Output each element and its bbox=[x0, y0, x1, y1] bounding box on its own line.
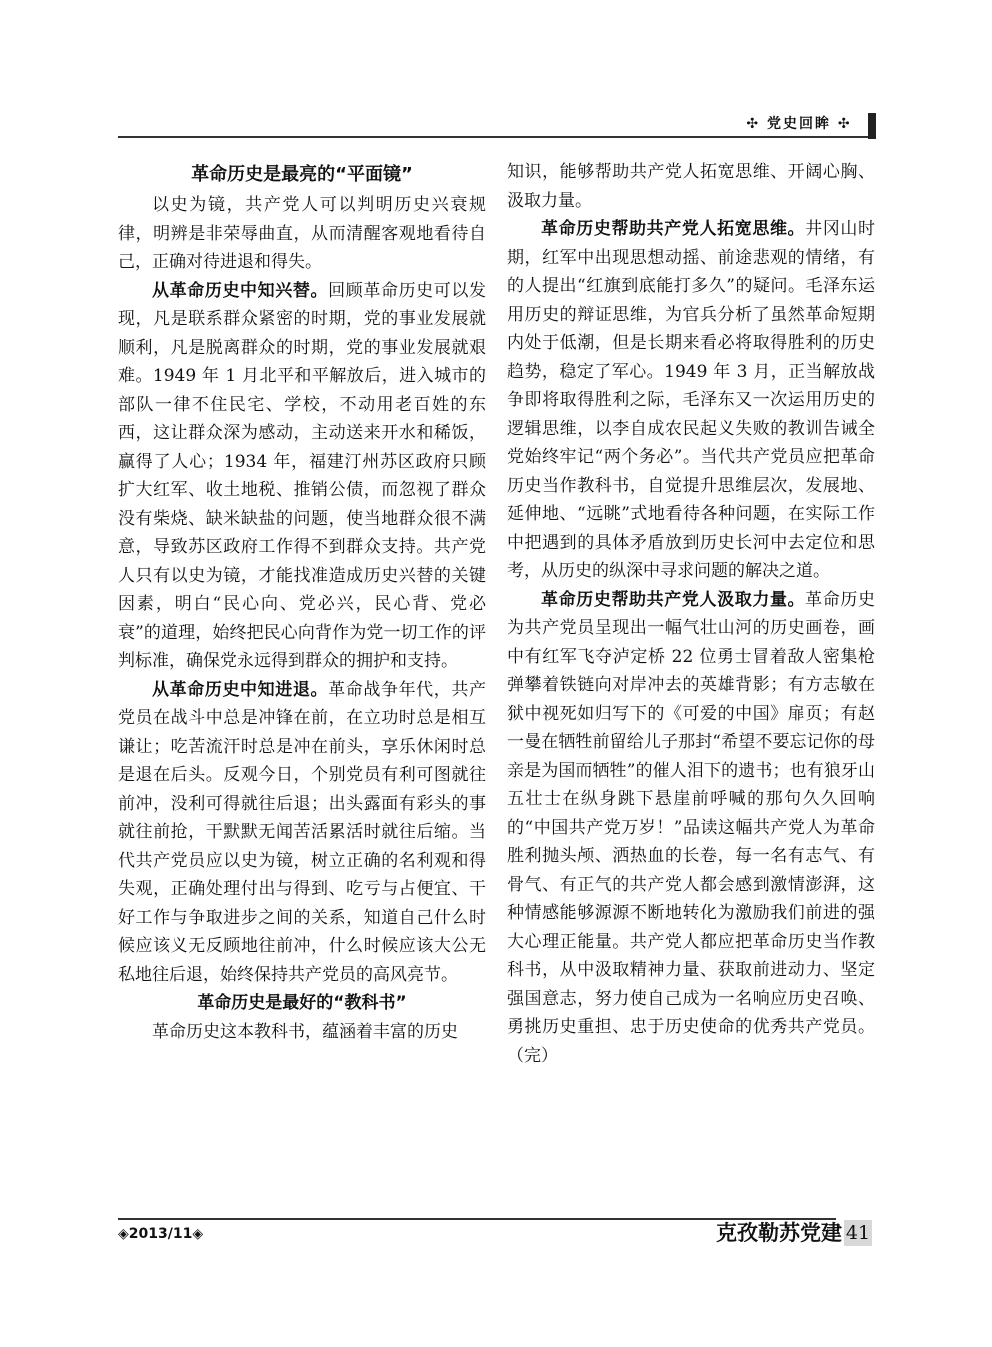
page-number: 41 bbox=[845, 1222, 871, 1244]
paragraph-lead: 从革命历史中知兴替。 bbox=[152, 280, 329, 301]
magazine-title: 克孜勒苏党建 bbox=[716, 1220, 842, 1245]
paragraph-textbook-start: 革命历史这本教科书，蕴涵着丰富的历史 bbox=[152, 1021, 458, 1042]
issue-date: ◈2013/11◈ bbox=[118, 1226, 204, 1242]
paragraph-siwei bbox=[507, 215, 875, 586]
left-column bbox=[118, 158, 486, 1046]
paragraph-lead: 革命历史帮助共产党人汲取力量。 bbox=[541, 589, 806, 610]
section-label: ✣ 党史回眸 ✣ bbox=[746, 116, 852, 132]
paragraph-body: 井冈山时期，红军中出现思想动摇、前途悲观的情绪，有的人提出“红旗到底能打多久”的疑问。毛泽东运用历史的辩证思维，为官兵分析了虽然革命短期内处于低潮，但是长期来看必将取得胜利的历史趋势，稳定了军心。1949 年 3 月，正当解放战争即将取得胜利之际，毛泽东又一次运用历史的逻辑思维，以李自成农民起义失败的教训告诫全党始终牢记“两个务必”。当代共产党员应把革命历史当作教科书，自觉提升思维层次，发展地、延伸地、“远眺”式地看待各种问题，在实际工作中把遇到的具体矛盾放到历史长河中去定位和思考，从历史的纵深中寻求问题的解决之道。 bbox=[507, 219, 876, 581]
paragraph-body: 革命历史为共产党员呈现出一幅气壮山河的历史画卷，画中有红军飞夺泸定桥 22 位勇士冒着敌人密集枪弹攀着铁链向对岸冲去的英雄背影；有方志敏在狱中视死如归写下的《可爱的中国》扉页；有赵一曼在牺牲前留给儿子那封“希望不要忘记你的母亲是为国而牺牲”的催人泪下的遗书；也有狼牙山五壮士在纵身跳下悬崖前呼喊的那句久久回响的“中国共产党万岁！”品读这幅共产党人为革命胜利抛头颅、洒热血的长卷，每一名有志气、有骨气、有正气的共产党人都会感到激情澎湃，这种情感能够源源不断地转化为激励我们前进的强大心理正能量。共产党人都应把革命历史当作教科书，从中汲取精神力量、获取前进动力、坚定强国意志，努力使自己成为一名响应历史召唤、勇挑历史重担、忠于历史使命的优秀共产党员。（完） bbox=[507, 589, 876, 1066]
paragraph-lead: 从革命历史中知进退。 bbox=[152, 679, 329, 700]
paragraph-textbook-cont: 知识，能够帮助共产党人拓宽思维、开阔心胸、汲取力量。 bbox=[507, 162, 875, 211]
header-rule bbox=[118, 136, 868, 138]
section-subtitle: 革命历史是最好的“教科书” bbox=[197, 993, 407, 1013]
intro-paragraph: 以史为镜，共产党人可以判明历史兴衰规律，明辨是非荣辱曲直，从而清醒客观地看待自己，正确对待进退和得失。 bbox=[118, 195, 486, 272]
header-bar bbox=[868, 113, 876, 139]
paragraph-body: 革命战争年代，共产党员在战斗中总是冲锋在前，在立功时总是相互谦让；吃苦流汗时总是冲在前头，享乐休闲时总是退在后头。反观今日，个别党员有利可图就往前冲，没利可得就往后退；出头露面有彩头的事就往前抢，干默默无闻苦活累活时就往后缩。当代共产党员应以史为镜，树立正确的名利观和得失观，正确处理付出与得到、吃亏与占便宜、干好工作与争取进步之间的关系，知道自己什么时候应该义无反顾地往前冲，什么时候应该大公无私地往后退，始终保持共产党员的高风亮节。 bbox=[118, 679, 487, 985]
paragraph-jintui bbox=[118, 676, 486, 990]
paragraph-liliang bbox=[507, 586, 875, 1071]
paragraph-body: 回顾革命历史可以发现，凡是联系群众紧密的时期，党的事业发展就顺利，凡是脱离群众的时期，党的事业发展就艰难。1949 年 1 月北平和平解放后，进入城市的部队一律不住民宅、学校，不动用老百姓的东西，这让群众深为感动，主动送来开水和稀饭，赢得了人心；1934 年，福建汀州苏区政府只顾扩大红军、收土地税、推销公债，而忽视了群众没有柴烧、缺米缺盐的问题，使当地群众很不满意，导致苏区政府工作得不到群众支持。共产党人只有以史为镜，才能找准造成历史兴替的关键因素，明白“民心向、党必兴，民心背、党必衰”的道理，始终把民心向背作为党一切工作的评判标准，确保党永远得到群众的拥护和支持。 bbox=[118, 280, 487, 671]
paragraph-lead: 革命历史帮助共产党人拓宽思维。 bbox=[541, 219, 806, 239]
article-title: 革命历史是最亮的“平面镜” bbox=[191, 164, 413, 185]
right-column bbox=[507, 158, 875, 1070]
paragraph-xingti bbox=[118, 277, 486, 676]
